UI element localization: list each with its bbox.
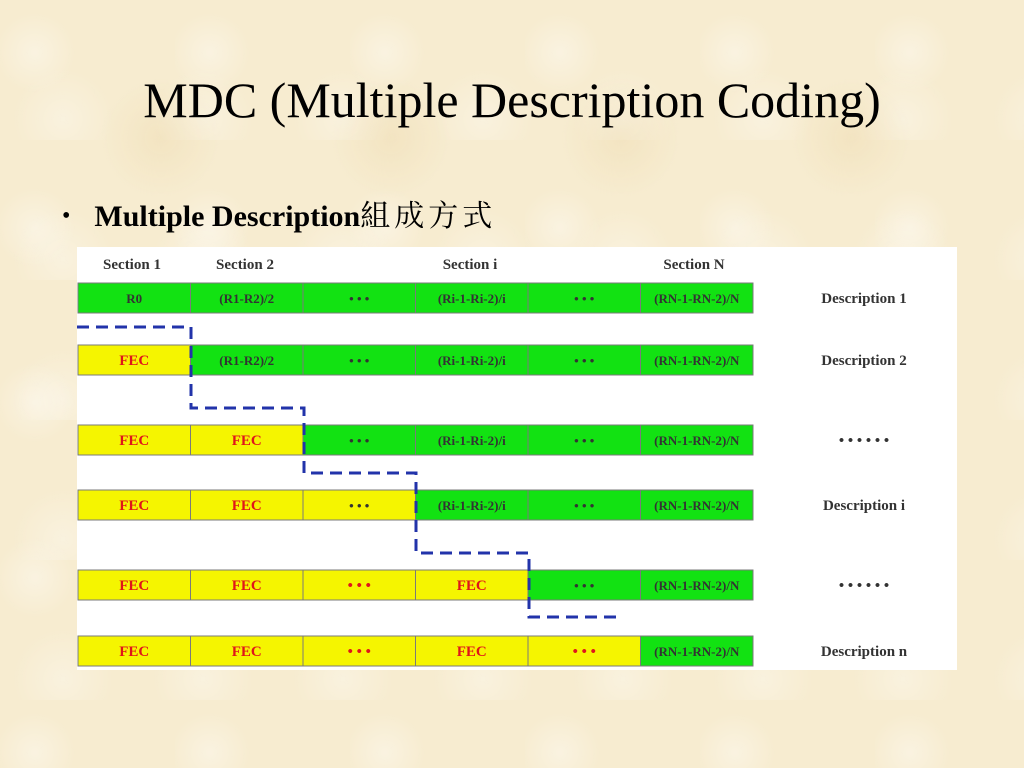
- cell-label: • • •: [349, 291, 370, 306]
- description-label: Description i: [822, 498, 906, 514]
- cell-label: FEC: [119, 578, 150, 594]
- cell-label: (RN-1-RN-2)/N: [654, 353, 740, 368]
- cell-label: FEC: [119, 433, 150, 449]
- cell-label: FEC: [119, 498, 150, 514]
- description-label: Description 2: [821, 353, 907, 369]
- mdc-diagram: [77, 247, 957, 670]
- slide-title: MDC (Multiple Description Coding): [143, 72, 881, 128]
- cell-label: FEC: [231, 498, 262, 514]
- cell-label: (Ri-1-Ri-2)/i: [437, 433, 506, 448]
- description-label: • • • • • •: [838, 433, 890, 449]
- cell-label: (RN-1-RN-2)/N: [654, 291, 740, 306]
- section-header: Section 2: [216, 257, 274, 273]
- cell-label: FEC: [231, 433, 262, 449]
- cell-label: • • •: [574, 498, 595, 513]
- cell-label: FEC: [119, 353, 150, 369]
- cell-label: FEC: [119, 644, 150, 660]
- section-header: Section 1: [103, 257, 161, 273]
- cell-label: R0: [126, 291, 143, 306]
- cell-label: • • •: [574, 353, 595, 368]
- cell-label: • • •: [574, 578, 595, 593]
- mdc-diagram-svg: [77, 247, 957, 670]
- cell-label: (RN-1-RN-2)/N: [654, 578, 740, 593]
- cell-label: (Ri-1-Ri-2)/i: [437, 291, 506, 306]
- cell-label: (Ri-1-Ri-2)/i: [437, 498, 506, 513]
- cell-label: FEC: [456, 578, 487, 594]
- cell-label: • • •: [349, 433, 370, 448]
- cell-label: • • •: [572, 644, 596, 660]
- cell-label: (Ri-1-Ri-2)/i: [437, 353, 506, 368]
- cell-label: • • •: [349, 498, 370, 513]
- cell-label: • • •: [574, 433, 595, 448]
- bullet-item: [62, 196, 496, 236]
- section-header: Section N: [663, 257, 725, 273]
- cell-label: (R1-R2)/2: [219, 291, 275, 306]
- description-label: Description 1: [821, 291, 907, 307]
- cell-label: • • •: [347, 644, 371, 660]
- cell-label: (RN-1-RN-2)/N: [654, 644, 740, 659]
- cell-label: FEC: [231, 578, 262, 594]
- description-label: • • • • • •: [838, 578, 890, 594]
- bullet-dot-icon: •: [62, 203, 71, 229]
- section-header: Section i: [442, 257, 498, 273]
- bullet-text-cjk: 組成方式: [360, 199, 497, 234]
- cell-label: (RN-1-RN-2)/N: [654, 433, 740, 448]
- cell-label: (RN-1-RN-2)/N: [654, 498, 740, 513]
- cell-label: FEC: [231, 644, 262, 660]
- cell-label: (R1-R2)/2: [219, 353, 275, 368]
- cell-label: • • •: [349, 353, 370, 368]
- bullet-text: Multiple Description: [94, 200, 361, 233]
- cell-label: • • •: [574, 291, 595, 306]
- cell-label: FEC: [456, 644, 487, 660]
- description-label: Description n: [820, 644, 908, 660]
- cell-label: • • •: [347, 578, 371, 594]
